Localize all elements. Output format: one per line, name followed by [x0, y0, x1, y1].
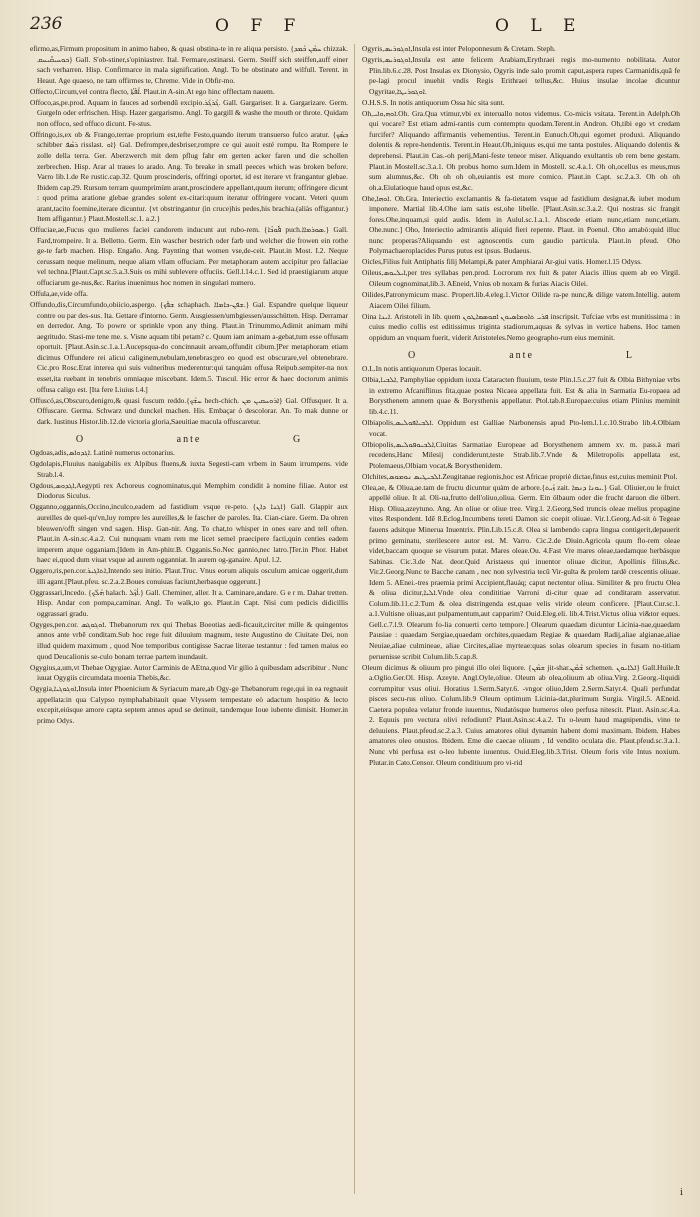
dictionary-entry: Offoco,as,pe.prod. Aquam in fauces ad sorbendū excipio.ܓܰܪܓܰܪ. Gall. Gargariser. It a. Gargarizare. Germ. Gurgeln oder erfrischen. Hisp. Hazer gargarismo. Angl. To gargill & washe the mouth or throte. Quidam non offoco, sed offuco dicunt. Fe-stus. [30, 97, 348, 128]
dictionary-entry: Oina ܐܝܢܐ. Aristoteli in lib. quem ܦܪܝ ܬܐܘܡܐܣܝܘܢ ܐܩܘܣܡܐܛܘܢ inscripsit. Tufciae vrbs est munitissima : in cuius medio collis est editissimus triginta stadiorum,aquas & sylvas in vertice habens. Hoc tamen oppidum an vnquam fuerit, viderit Aristoteles.Nemo geographo-rum eius meminit. [362, 311, 680, 342]
running-head-left: O F F [215, 16, 304, 36]
dictionary-entry: Oggero,ris,pen.cor.ܐܬܐܓܝܪ,Intendo seu initio. Plaut.Truc. Vnus eorum aliquis osculum amicae oggerit,dum illi agant.[Plaut.pfeu. sc.2.a.2.Boues conuiuas faciunt,herbasque oggerunt.] [30, 566, 348, 586]
dictionary-entry: Ohe,ܐܘܗܐ. Oh.Gra. Interiectio exclamantis & fa-tietatem vsque ad fastidium designat,& iubet modum imponere. Martial lib.4.Ohe iam satis est,ohe libelle. [Plaut.Asin.sc.3.a.2. Qui nostras sic frangit fores.Ohe,inquam,si quid audis. Idem in Aulul.sc.1.a.1. Abscede etiam nunc,etiam nunc,etiam. Ohe.nunc.] Oho, Interiectio admirantis aliquid fieri repente. Plaut. in Poenul. Oho amabò:quid illuc nunc properas?Aliquando est agnoscentis cum gaudio particula. Plaut.in pfeud. Oho Polymachaeroplacides Purus putus est ipsus. Budaeus. [362, 193, 680, 256]
divider-word: ante [176, 434, 202, 446]
dictionary-entry: Offecto,Circum,vel contra flecto, ܐܳܦܰܬܳܐ. Plaut.in A-sin.At ego hinc offlectam nauem. [30, 86, 275, 96]
section-divider-olante [362, 349, 680, 362]
column-rule [354, 44, 355, 1194]
dictionary-entry: Offuscó,as,Obscuro,denigro,& quasi fuscum reddo.{ܚܫܶܟ hech-chich. ܐܪܘܚܩܝܢ ܡܢ} Gal. Offusquer. It a. Offuscare. Germa. Schwarz und dunckel machen. His. Embaçar ó descolorar. An. To mak dunne or dark. Iustinus Histor.lib.12.de victoria gloria,Saeuitiae macula offuscaretur. [30, 395, 348, 426]
dictionary-entry: Offuciae,ae,Fucus quo mulieres faciei candorem inducunt aut rubo-rem. {ܦܽܘܟܳܐ puch.ܣܘܪܡܐܐ.} Gall. Fard,trompeire. It a. Belletto. Germ. Ein wascher bestrich oder farb und welcher die frowen ein rothe ge-te farb machen. Hisp. Engaño. Ang. Paynting that women vse,de-ceit. Plaut.in Most. I.2. Neque cerussam neque melinum, neque aliam vllam offuciam. Per metaphoram autem accipitur pro fallaciae vel techna.[Plaut.Capt.sc.5.a.3.Suis os mihi sublevere offuciis. Gell.l.14.c.1. Sed id praestigiarum atque offuciarum ge-nus,&c. Rarius inuenimus hoc nomen in singulari numero. [30, 225, 348, 288]
dictionary-entry: Oh,ܐܘܗ,ܘܐܝ.Oh. Gra.Qua vtimur,vbi ex interuallo notos videmus. Co-micis vsitata. Terent.in Adelph.Oh qui vocare? Est etiam admi-rantis cum contemptu quodam.Terent.in Andron. Oh,tibi ego vt credam furcifer? Aliquando affirmantis vehementius. Terent.in Eunuch.Oh,qui egomet produxi. Aliquando dolentis & repre-hendentis. Terent.in Heaut.Oh,iniquus es,qui me tanta postules. Aliquando dolentis & deprehensi. Plaut.in Cas.-oh perij,Mani-feste teneor miser. Aliquando exultantis ob rem bene gestam. Plaut.in Mostell.sc.3.a.1. Oh probus homo sum.Idem in Mostell. sc.4.a.1. Oh oh,ocellus es meus,mus sum alumnus,&c. Oh oh oh oh,euiantis est more comico. Plaut.in Capt. sc.2.a.3. Oh oh oh oh.a.Eiulatioque haud opus est,&c. [362, 108, 680, 192]
dictionary-entry: Offula,ae,vide offa. [30, 289, 88, 299]
right-column [362, 44, 680, 1194]
divider-letter-right: G [292, 434, 303, 446]
divider-letter-left: O [408, 350, 418, 362]
dictionary-entry: Oicles,Filius fuit Antiphatis filij Melampi,& pater Amphiarai Ar-giui vatis. Homer.l.15 Odyss. [362, 257, 642, 267]
dictionary-entry: Ogyris,ܐܘܓܘܪܝܣ,Insula est inter Peloponnesum & Cretam. Steph. [362, 44, 556, 53]
divider-word: ante [509, 350, 534, 362]
page-header [0, 14, 700, 44]
dictionary-entry: Ogdolapis,Fluuius nauigabilis ex Alpibus fluens,& iuxta Segesti-cam vrbem in Saum irrumpens. vide Strab.l.4. [30, 459, 348, 479]
signature-mark: i [680, 1188, 683, 1198]
dictionary-entry: efirmo,as,Firmum propositum in animo habeo, & quasi obstina-te in re aliqua persisto. {ܚܡܶܢ ܟܰܡܕ chizzak. ܟܘܚܝܩܺܝܚܩ} Gall. S'ob-stiner,s'opiniastrer. Ital. Fermare,ostinarsi. Germ. Steiff sich steiffen,auff einer sach verharren. Hisp. Confirmarce in mala signification. Angl. To be obstinate and wilfull. Terent. in Heaut. Age quaeso, ne tam offirmes te, Chreme. Vide in Obfir-mo. [30, 44, 348, 85]
dictionary-entry: Olbiopolis,ܐܠܒܝܘܦܘܠܝܣ,Ciuitas Sarmatiae Europeae ad Borysthenem amnem xv. m. pass.à mari recedens,Hanc Milesij condiderunt,teste Strab.lib.7.Vnde & Miletropolis appellata est, Ptolemaeus,Olbiam vocat,& Borysthenidem. [362, 439, 680, 470]
dictionary-entry: Ogyges,pen.cor. ܐܘܓܘܓܣ. Thebanorum rex qui Thebas Boeotias aedi-ficauit,circiter mille & quingentos annos ante vrbē conditam.Sub hoc rege fuit diluuium magnum, teste Augustino de Ciuitate Dei, non illud quidem maximum , quod Noe temporibus contigisse Sacrae literae testantur : fed tamen maius eo quod Deucalionis se-culo bonam terrae partem inundauit. [30, 619, 348, 661]
dictionary-entry: Olbia,ܐܠܒܝܐ, Pamphyliae oppidum iuxta Cataracten fluuium, teste Plin.l.5.c.27 fuit & Olbia Bithyniae vrbs in extremo Afcaniflinus fita,quae postea Nicaea appellata fuit. Est & alia in Sarmatia Eu-ropaea ad Borysthenem amnem quae & Borysthenis appellatur. Ptol.tab.8.Europae:cuius etiam Plinius meminit lib.4.c.11. [362, 375, 680, 416]
dictionary-entry: Olchites,ܐܠܟܝܛܝܣ ܢܘܡܘܣ.Zeugitanae regionis,hoc est Africae propriè dictae,finus est,cuius meminit Ptol. [362, 471, 678, 481]
dictionary-entry: Olea,ae, & Oliua,ae.tam de fructu dicuntur quàm de arbore.{ܙܰܝܬ zait. ܝܘܢܐ ܕܢܡܐ.} Gal. Oliuier,ou le fruict appellé oliue. It al. Oli-ua,frutto dell'oliuo,oliua. Germ. Ein ölbaum oder die frucht daruon die ölbert. Hisp. Oliua,azeytuno. Ang. An oliue or oliue tree. Virg.l. 2.Georg.Sed truncis oleae melius propagine vites Respondent. Idē 8.Eclog.Incumbens tereti Damon sic coepit oliuae. Vir.1.Georg.Ad-sit ò Tegeae fauens adsitque Minerua Inuentrix. Plin.Lib.15.c.8. Olea si lambendo capra lingua contigerit,depauerit primo geminatu, sterilescere autor est. M. Varro. Cic.2.de Diuin.Agricola quum flo-rem oleae videt,baccam quoque se visurum putat. Mares oleae.Ou. 4.Fast Vre mares oleae,taedamque herbásque Sabinas. Cic.3.de Nat. deor.Quid Aristaeus qui inuentor oliuae dicitur, Apollinis filius,&c. Vir.2.Georg.Nunc te Bacche canam , nec non sylvestria tecū Vir-gulta & prolem tardè crescentis oliuae. Idem 5. AEnei.-tres praemia primi Accipient,flauáq; caput nectentur oliua. Similiter & pro fructu Olea & oliua dicitur,ܐܠܝܐ.Vnde olea condititiae Varroni di-citur quae ad conditaram asservatur. Colum.lib.11.c.2.Tum & olea distringenda est,quae velis viride oleum conficere. [Plaut.Cur.sc.1. a.1.Vultisne oliuas,aut pulpamentum,aut capparim? Ouid.Eleg.eli. lib.4.Trist.Victus oliua vi&tor eques. Gell.c.7.l.9. Olearum fo-lia conuerti certo tempore.] Olearum quaedam dicuntur Licinia-nae,quaedam Pausiae : quaedam Sergiae,quaedam orchites,quaedam Regiae & quaedam Radij,aliae algianae,aliae Neuiae,aliae culmineae, aliae Circites,aliae myrteae:quas solas olearum species in fusam no-titiam peruenisse scribit Colum.lib.5.cap.8. [362, 482, 680, 661]
running-head-right: O L E [495, 16, 584, 36]
dictionary-entry: Offringo,is,ex ob & Frango,terrae proprium est,tefte Festo,quando iterum transuerso fulco aratur. {ܒܣܰܟ schibber ܪܣܶܦ risslast. ܐܘ} Gal. Defrompre,desbriser,rompre ce qui auoit esté rompu. Ita Rompere le zolle della terra. Ger. Aberzwerch mit dem pflug fahr em gerten acker faren und die schollen zerbrechen. Hisp. Arar al traues lo arado. Ang. To breake in small peeces which was broken before. Varro lib.1.de Re rustic.cap.32. Quum proscinderis, offringi oportet, id est iterare vt frangantur glebae. Ibidem cap.29. Rursum terram quumprimùm arant,proscindere appellant,quum iterum; offringere dicunt : quod prima aratione glebae grandes solent ex-citari:quum iteratur offringere vocant. Veteri quum arant,tacito foemine,iterare dicuntur. {vt obstringantur (in cruce)his pedes,his brachia.(aliàs offigantur.) Item affigantur.} Plaut.Mostell.sc.1. a.2.} [30, 129, 348, 224]
dictionary-entry: Oggrassari,Incedo. {ܗܰܠܶܟ halach. ܐܳܙܰܠ.} Gall. Cheminer, aller. It a. Caminare,andare. G e r m. Dahar tretten. Hisp. Andar con pompa,caminar. Angl. To walk,to go. Plaut.in Capt. Nisi cum pedicis didicillis oggrassari gradu. [30, 587, 348, 618]
left-entries-offirmo [30, 44, 348, 427]
divider-letter-right: L [625, 350, 634, 362]
dictionary-entry: Ogdoas,adis,ܐܓܕܘܐܣ. Latinè numerus octonarius. [30, 448, 175, 458]
left-entries-ogdoas [30, 448, 348, 726]
dictionary-entry: O.H.S.S. In notis antiquorum Ossa hic sita sunt. [362, 97, 505, 107]
left-column [30, 44, 348, 1194]
page-number: 236 [30, 14, 63, 34]
dictionary-entry: O.L.In notis antiquorum Operas locauit. [362, 364, 482, 374]
right-entries-ogyris [362, 44, 680, 343]
dictionary-entry: Ogganno,oggannis,Occino,inculco,eadem ad fastidium vsque re-peto. {ܐܓܢܐ ܕܐܢ} Gall. Glappir aux aureilles de quel-qu'vn,luy rompre les aureilles,& le fascher de paroles. Ita. Cian-ciare. Germ. Da ohren bleuwen/offt singen vnd sagen. Hisp. Gan-nir. Ang. To chat,to whisper in ones eare and tell often. Plaut.in A-sin.sc.4.a.2. Cui nunquam vnam rem me licet semel praecipere facti,quin centies eadem imperem atque ogganiam.[Idem in Am-phitr.B. Ogganis.So.Nec gannio,nec latro.]Ter.in Phor. Habet haec ei,quod dum viuat vsque ad aurem ogganniat. In aurem og-ganaire. Apul. l.2. [30, 502, 348, 565]
section-divider-ogante [30, 433, 348, 446]
dictionary-entry: Offundo,dis,Circumfundo,obiicio,aspergo. {ܫܦܰܟ schaphach. ܫܦܢ-ܟܐܡܐܐ.} Gal. Espandre quelque liqueur contre ou par des-sus. Ita. Gettare d'intorno. Germ. Ausgiessen/umbgiessen/ausschütten. Hisp. Derramar en derredor. Ang. To powre or sprinkle vpon any thing. Plaut.in Trinummo,Adimit animam mihi aegritudo. Stasi-me tene me. s. Visne aquam tibi petam? c. Quum iam animam a-gebat,tum esse offusam oportuit. [Plaut.Asin.sc.1.a.1.Aucepsqua-do concinnauit aream,offundit cibum.]Per metaphoram etiam dicimus Offundere rei alicui caliginem,nebulam,tenebras;pro eo quod est obscurare,vel obtenebrare. Cic.pro Rosc.Erat interea qui suis vulneribus mederentur:qui tanquàm offusa Reipub.sempiter-na nox esset,ita ruebant in tenebris omniaque miscebant. Idem.5. Tuscul. Hic error & haec doctorum animis offusa caligo est. [Ita fere Liuius l.4.] [30, 300, 348, 394]
dictionary-entry: Oleum dicimus & oliuum pro pingui illo olei liquore. {ܫܡܶܢ jit-shar.ܫܶܡܶܢ schemen. ܐܠܐܝܘܢ} Gall.Huile.It a.Oglio.Ger.Ol. Hisp. Azeyte. Angl.Oyle,oliue. Oleum ab olea,oliuum ab oliua.Virg. 2.Georg.-liquidi corrumpitur vsus oliui. Horatius 1.Serm.Satyr.6. -vngor oliuo,Idem 2.Serm.Satyr.4. Quali perfundat pisces secu-rus oliuo. Colum.lib.9 Oleum optimum Licinia-dat,plurimum Surgia. Virgil.5. AEneid. Caetera populea velatur fronde iuuentus, Nudatósque humeros oleo perfusa nitescit. Plaut. Asin.sc.4.a. 2. Equuis pro vectura olivi refodiunt? Plaut.Asin.sc.4.a.2. Tu o-leum haud magnipendis, vino te deluuiens. Plaut.pfeud.sc.2.a.3. Cuius amatores oliui dynamin habent domi maximam. Ibidem. Habes amatores oleo onustos. Ibidem. Eme die caecae oliuum , Id vendito oculata die. Plaut.pfeud.sc.3.a.1. Nunc vbi perfusa est o-leo lubente iuuentus. Ouid.Eleg.lib.3.Trist. Oleum foris vile Intus noxium. Plutar.in Cato.Censor. Oleum conditiuum pro vi-rid [362, 662, 680, 767]
dictionary-entry: Oilides,Patronymicum masc. Propert.lib.4.eleg.1.Victor Oilide ra-pe nunc,& dilige vatem.Intellig. autem Aiacem Oilei filium. [362, 290, 680, 310]
dictionary-entry: Ogyris,ܐܘܓܘܪܝܣ,Insula est ante felicem Arabiam,Erythraei regis mo-numento nobilitata. Autor Plin.lib.6.c.28. Post Insulas ex Dionysio, Ogyris inde salo promit caput,aspera rupes Carmanidis,quā fe pe-lagi procul inuehit vndis Regis Erithraei tellus,&c. Huius insulae incolae dicuntur Ogyritae,ܐܘܓܘܪܝܛܐ. [362, 55, 680, 96]
right-entries-ol [362, 364, 680, 768]
dictionary-entry: Ogdous,ܐܓܕܘܣ,Aegypti rex Achoreus cognominatus,qui Memphim condidit à nomine filiae. Autor est Diodorus Siculus. [30, 480, 348, 501]
dictionary-entry: Oileus,ܐܝܠܝܘܣ,per tres syllabas pen.prod. Locrorum rex fuit & pater Aiacis illius quem ab eo Virgil. Oileum cognominat,lib.3. AEneid, Vnius ob noxam & furias Aiacis Oilei. [362, 268, 680, 289]
dictionary-entry: Ogygia,ܐܘܓܘܓܝܐ,Insula inter Phoenicium & Syriacum mare,ab Ogy-ge Thebanorum rege,qui in ea regnauit appellata:in qua Calypso nymphahabitauit quae Vlyssem tempestate eò adactum hospitio & lecto excepit,eiúsque amore capta septem annos apud se detinuit, tandemque Ioue iubente dimisit. Homer.in primo Odys. [30, 684, 348, 725]
dictionary-entry: Olbiapolis,ܐܠܒܝܐܦܘܠܝܣ. Oppidum est Galliae Narbonensis apud Pto-lem.l.1.c.10.Strabo lib.4.Olbiam vocat. [362, 418, 680, 438]
dictionary-entry: Ogygius,a,um,vt Thebae Ogygiae. Autor Carminis de AEtna,quod Vir gilio à quibusdam adscribitur . Nunc iuuat Ogygiis circumdata moenia Thebis,&c. [30, 662, 348, 683]
divider-letter-left: O [75, 434, 86, 446]
